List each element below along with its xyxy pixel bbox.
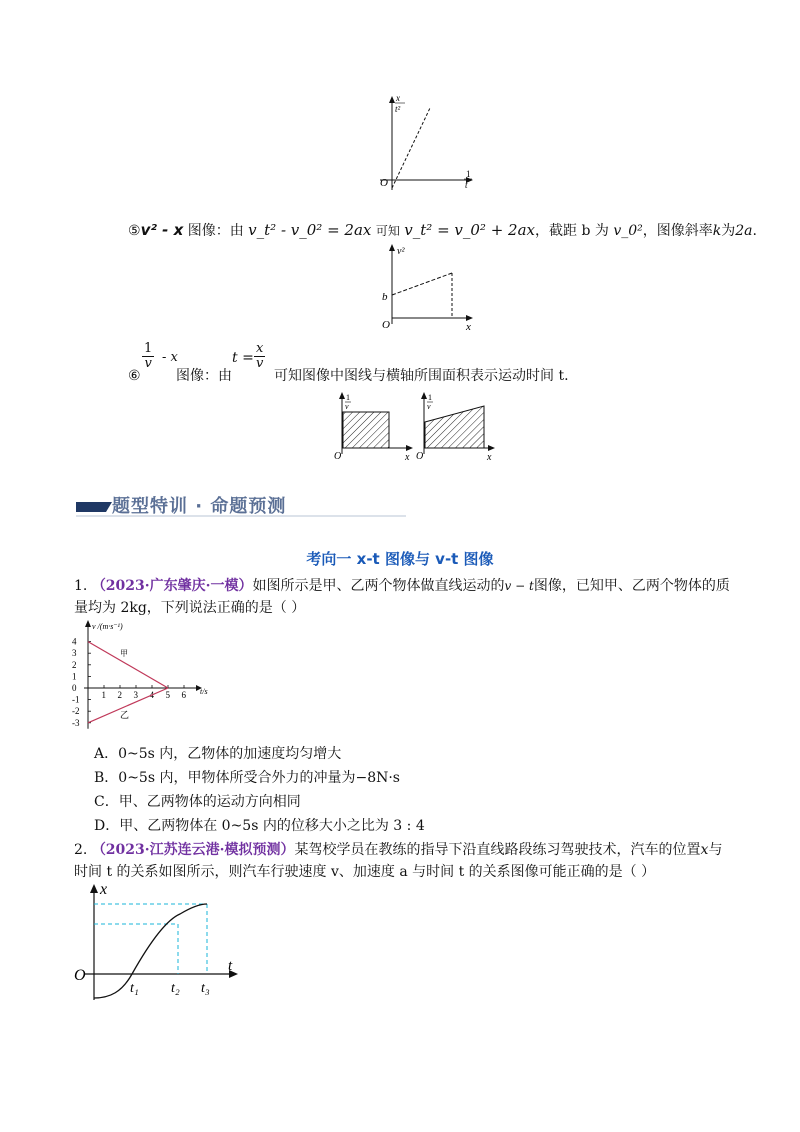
item-6-dash-x: - x (162, 350, 178, 365)
y-tick-label: 2 (72, 659, 77, 670)
question-2-number: 2. (74, 842, 88, 858)
question-2-text-a: 某驾校学员在教练的指导下沿直线路段练习驾驶技术，汽车的位置 (294, 842, 701, 858)
x-axis-label: x (405, 452, 410, 463)
y-axis-label: v² (397, 246, 405, 257)
graph-v2-x (370, 242, 480, 332)
x-axis-label: x (466, 321, 471, 332)
item-5-eq-1: v_t² - v_0² = 2ax (248, 221, 372, 239)
item-5-text-3: ，截距 b 为 (535, 223, 609, 239)
y-axis-label: v /(m·s⁻¹) (92, 622, 123, 631)
x-axis-label: t (228, 958, 233, 974)
item-6-text-2: 可知图像中图线与横轴所围面积表示运动时间 t. (274, 368, 569, 384)
item-5-text-1: 图像：由 (187, 223, 244, 239)
section-title: 题型特训 · 命题预测 (112, 496, 287, 517)
intercept-label: b (382, 291, 388, 303)
item-5-eq-3: v_0² (613, 223, 643, 239)
item-5-2a: 2a (735, 223, 753, 239)
origin-label: O (382, 319, 390, 331)
item-5-text-5: 为 (721, 223, 736, 239)
y-axis-label-den: v (345, 402, 349, 411)
y-tick-label: -1 (72, 694, 80, 705)
origin-label: O (334, 451, 342, 462)
item-5-title: v² - x (140, 221, 184, 239)
question-1-text-a: 如图所示是甲、乙两个物体做直线运动的 (252, 578, 505, 594)
frac-num: 1 (144, 341, 153, 356)
item-5-line (128, 220, 757, 241)
x-tick-label: 5 (165, 690, 170, 700)
y-tick-label: 4 (72, 636, 77, 647)
y-tick-label: 0 (72, 683, 77, 693)
question-2-source: （2023·江苏连云港·模拟预测） (91, 842, 295, 858)
x-axis-label-den: t (465, 180, 468, 190)
item-5-text-4: ，图像斜率 (642, 223, 713, 239)
x-tick-label: 3 (133, 690, 138, 700)
item-6-text-1: 图像：由 (176, 368, 232, 384)
item-5-k: k (712, 223, 722, 239)
question-2-x: x (700, 842, 709, 858)
question-1-line-2: 量均为 2kg，下列说法正确的是（ ） (74, 600, 306, 616)
x-tick-label: 4 (149, 690, 154, 700)
y-axis-label-num: x (396, 93, 400, 103)
y-tick-label: -3 (72, 717, 80, 728)
option-c[interactable]: C．甲、乙两物体的运动方向相同 (94, 794, 301, 810)
t1-label: t₁ (130, 981, 139, 996)
question-2-text-b: 与 (708, 842, 723, 858)
series-label-yi: 乙 (120, 710, 130, 720)
item-6-fraction (142, 342, 154, 371)
question-1-number: 1. (74, 578, 88, 594)
item-6-prefix: ⑥ (128, 368, 141, 384)
series-line-jia (88, 642, 168, 688)
x-tick-label: 1 (101, 690, 106, 700)
graph-x-over-t2 (370, 92, 490, 194)
x-axis-label: t/s (200, 687, 208, 696)
t-frac-num: x (254, 342, 265, 357)
y-axis-label-num: 1 (428, 393, 432, 402)
option-d[interactable]: D．甲、乙两物体在 0~5s 内的位移大小之比为 3 : 4 (94, 818, 425, 834)
x-tick-label: 2 (117, 690, 122, 700)
question-2-line-1 (74, 840, 722, 860)
question-1-text-b: 图像，已知甲、乙两个物体的质 (533, 578, 730, 594)
y-axis-label-den: t² (395, 104, 401, 114)
item-5-eq-2: v_t² = v_0² + 2ax (404, 221, 535, 239)
y-axis-arrow (85, 620, 91, 627)
item-6-t-eq: t = (232, 350, 254, 366)
origin-label: O (380, 177, 388, 189)
q2-xt-chart (70, 880, 250, 1004)
y-axis-label: x (100, 881, 108, 898)
item-5-text-2: 可知 (375, 224, 400, 238)
q1-vt-chart (70, 616, 220, 732)
y-tick-label: -2 (72, 706, 80, 717)
origin-label: O (74, 967, 86, 984)
x-axis-label-num: 1 (466, 169, 471, 179)
y-axis-label-num: 1 (346, 393, 350, 402)
y-axis-label-den: v (427, 402, 431, 411)
graph-inv-v-x-2 (414, 390, 498, 464)
t2-label: t₂ (171, 981, 180, 996)
topic-heading: 考向一 x-t 图像与 v-t 图像 (306, 550, 494, 568)
option-a[interactable]: A．0~5s 内，乙物体的加速度均匀增大 (94, 746, 342, 762)
graph-inv-v-x-1 (332, 390, 416, 464)
item-5-text-6: . (752, 223, 757, 239)
question-1-line-1 (74, 576, 730, 596)
y-tick-label: 3 (72, 648, 77, 659)
question-2-line-2: 时间 t 的关系如图所示，则汽车行驶速度 v、加速度 a 与时间 t 的关系图像可能正确的是（ ） (74, 864, 656, 880)
series-label-jia: 甲 (120, 649, 128, 658)
t-frac-den: v (256, 356, 264, 371)
y-tick-label: 1 (72, 671, 77, 682)
item-6-t-fraction (254, 342, 265, 371)
item-5-prefix: ⑤ (128, 223, 141, 239)
question-1-vt: v − t (504, 579, 534, 593)
origin-label: O (416, 451, 424, 462)
question-1-source: （2023·广东肇庆·一模） (91, 578, 253, 594)
frac-den: v (144, 356, 152, 371)
option-b[interactable]: B．0~5s 内，甲物体所受合外力的冲量为−8N·s (94, 770, 400, 786)
x-tick-label: 6 (181, 690, 186, 700)
t3-label: t₃ (201, 981, 210, 996)
x-axis-label: x (487, 452, 492, 463)
